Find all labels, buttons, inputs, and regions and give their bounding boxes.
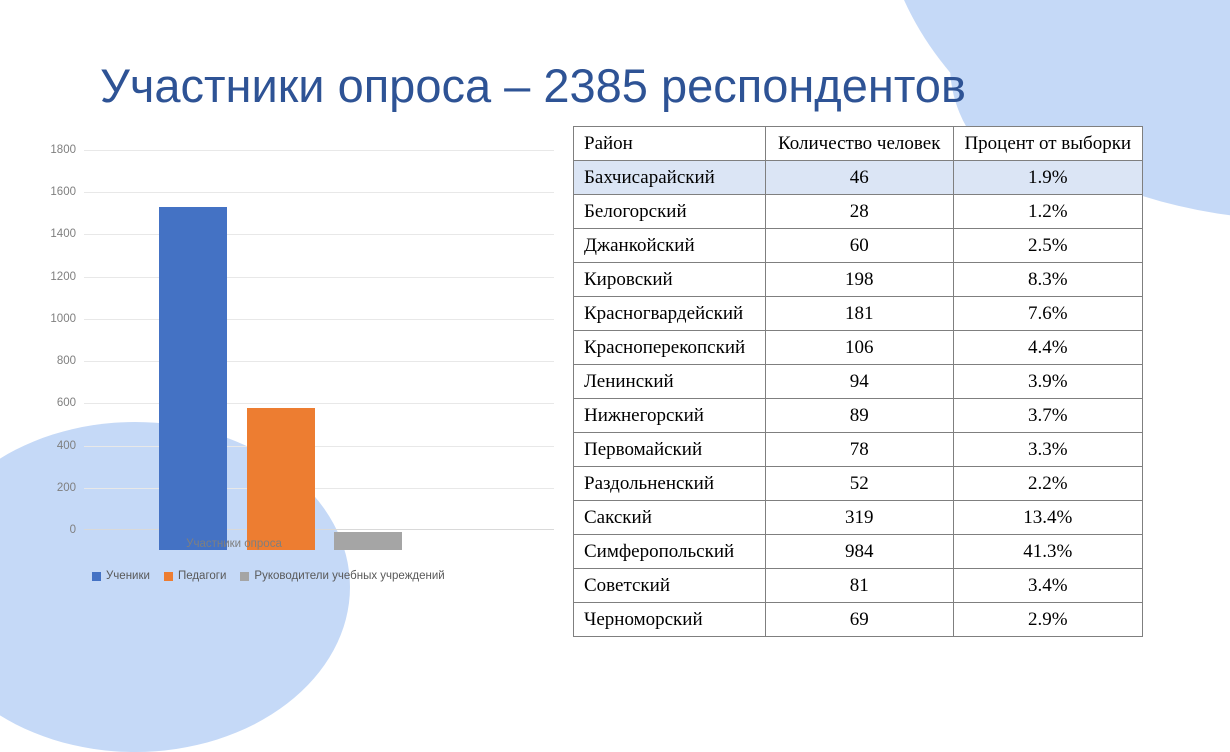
table-body <box>574 161 1143 637</box>
y-axis-tick-label: 0 <box>69 524 76 536</box>
cell-percent: 3.3% <box>953 433 1142 467</box>
table-header <box>574 127 1143 161</box>
x-axis-category-label: Участники опроса <box>186 538 282 550</box>
cell-count: 60 <box>765 229 953 263</box>
table-row <box>574 501 1143 535</box>
cell-percent: 3.9% <box>953 365 1142 399</box>
legend-item <box>240 570 444 582</box>
cell-percent: 8.3% <box>953 263 1142 297</box>
cell-percent: 1.2% <box>953 195 1142 229</box>
cell-region: Кировский <box>574 263 766 297</box>
table-row <box>574 603 1143 637</box>
cell-region: Нижнегорский <box>574 399 766 433</box>
y-axis-tick-label: 200 <box>56 481 76 494</box>
cell-percent: 2.5% <box>953 229 1142 263</box>
bar-1 <box>159 207 227 550</box>
column-header-percent: Процент от выборки <box>953 127 1142 161</box>
legend-label: Педагоги <box>177 570 227 582</box>
cell-region: Советский <box>574 569 766 603</box>
legend-swatch-icon <box>240 572 249 581</box>
cell-count: 78 <box>765 433 953 467</box>
cell-percent: 2.2% <box>953 467 1142 501</box>
legend-label: Руководители учебных учреждений <box>254 570 445 582</box>
cell-region: Первомайский <box>574 433 766 467</box>
table-row <box>574 433 1143 467</box>
cell-count: 46 <box>765 161 953 195</box>
table-row <box>574 297 1143 331</box>
y-axis-tick-label: 400 <box>56 439 76 452</box>
respondents-table <box>573 126 1143 637</box>
cell-percent: 2.9% <box>953 603 1142 637</box>
cell-region: Ленинский <box>574 365 766 399</box>
cell-percent: 3.7% <box>953 399 1142 433</box>
chart-plot-area <box>22 144 567 550</box>
legend-swatch-icon <box>164 572 173 581</box>
table-row <box>574 535 1143 569</box>
chart-bars <box>84 170 554 550</box>
y-axis-tick-label: 800 <box>56 355 76 368</box>
cell-percent: 3.4% <box>953 569 1142 603</box>
cell-percent: 7.6% <box>953 297 1142 331</box>
cell-region: Симферопольский <box>574 535 766 569</box>
gridline <box>84 150 554 151</box>
cell-region: Белогорский <box>574 195 766 229</box>
cell-region: Красноперекопский <box>574 331 766 365</box>
cell-count: 94 <box>765 365 953 399</box>
cell-region: Раздольненский <box>574 467 766 501</box>
cell-region: Джанкойский <box>574 229 766 263</box>
bar-chart <box>22 144 567 610</box>
table-row <box>574 467 1143 501</box>
legend-label: Ученики <box>106 570 150 582</box>
column-header-count: Количество человек <box>765 127 953 161</box>
table-row <box>574 161 1143 195</box>
table-row <box>574 331 1143 365</box>
y-axis-tick-label: 1800 <box>50 144 76 156</box>
table-row <box>574 399 1143 433</box>
cell-region: Бахчисарайский <box>574 161 766 195</box>
y-axis-tick-label: 1200 <box>50 270 76 283</box>
cell-count: 319 <box>765 501 953 535</box>
y-axis-tick-label: 1400 <box>50 228 76 241</box>
cell-percent: 41.3% <box>953 535 1142 569</box>
legend-item <box>164 570 226 582</box>
table-header-row <box>574 127 1143 161</box>
y-axis-tick-label: 1600 <box>50 186 76 199</box>
table-row <box>574 365 1143 399</box>
cell-percent: 1.9% <box>953 161 1142 195</box>
cell-region: Красногвардейский <box>574 297 766 331</box>
cell-count: 198 <box>765 263 953 297</box>
table-row <box>574 229 1143 263</box>
table-row <box>574 195 1143 229</box>
cell-count: 984 <box>765 535 953 569</box>
cell-count: 89 <box>765 399 953 433</box>
cell-count: 28 <box>765 195 953 229</box>
chart-legend <box>92 570 445 582</box>
cell-count: 106 <box>765 331 953 365</box>
table-row <box>574 569 1143 603</box>
cell-region: Сакский <box>574 501 766 535</box>
page-title: Участники опроса – 2385 респондентов <box>100 59 966 112</box>
cell-count: 52 <box>765 467 953 501</box>
cell-percent: 4.4% <box>953 331 1142 365</box>
cell-count: 69 <box>765 603 953 637</box>
y-axis-tick-label: 600 <box>56 397 76 410</box>
cell-count: 181 <box>765 297 953 331</box>
cell-percent: 13.4% <box>953 501 1142 535</box>
legend-swatch-icon <box>92 572 101 581</box>
bar-2 <box>247 408 315 551</box>
y-axis-labels <box>22 144 82 536</box>
column-header-region: Район <box>574 127 766 161</box>
cell-count: 81 <box>765 569 953 603</box>
table <box>573 126 1143 637</box>
table-row <box>574 263 1143 297</box>
y-axis-tick-label: 1000 <box>50 312 76 325</box>
legend-item <box>92 570 150 582</box>
cell-region: Черноморский <box>574 603 766 637</box>
